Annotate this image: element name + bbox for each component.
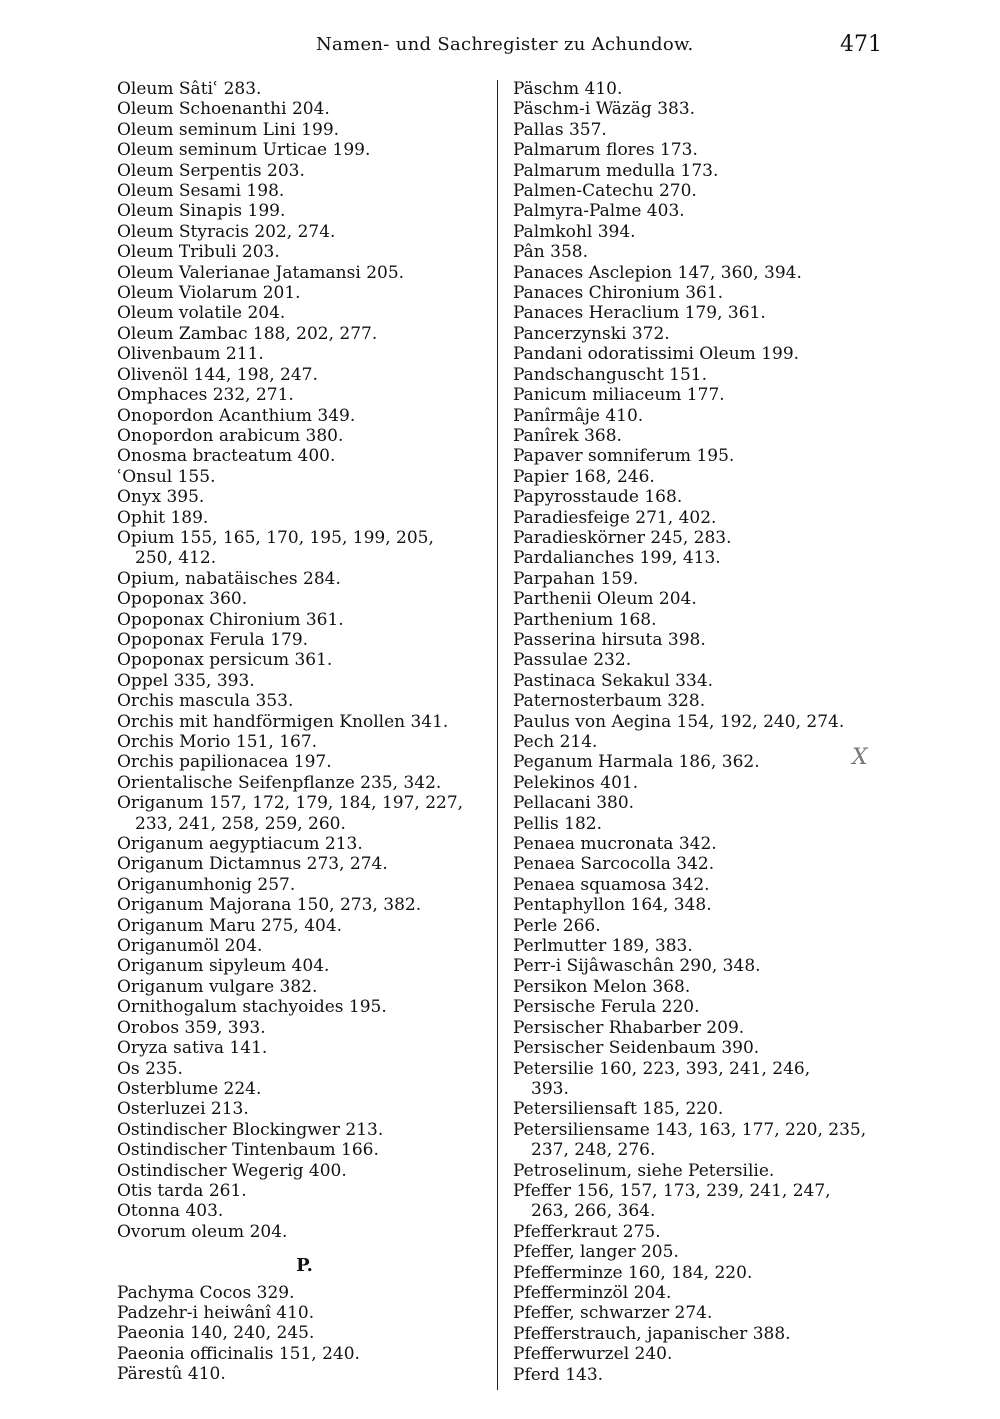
index-entry: Paulus von Aegina 154, 192, 240, 274.: [513, 711, 845, 732]
index-entry: Pfefferstrauch, japanischer 388.: [513, 1323, 791, 1344]
index-entry: Orientalische Seifenpflanze 235, 342.: [117, 772, 442, 793]
index-entry-continuation: 250, 412.: [135, 548, 217, 569]
index-entry: Palmkohl 394.: [513, 221, 636, 242]
index-entry-continuation: 233, 241, 258, 259, 260.: [135, 813, 346, 834]
index-entry: Ovorum oleum 204.: [117, 1221, 288, 1242]
index-entry: Osterblume 224.: [117, 1078, 262, 1099]
index-entry: Omphaces 232, 271.: [117, 385, 294, 406]
index-entry-continuation: 393.: [531, 1078, 569, 1099]
index-entry: Palmen-Catechu 270.: [513, 181, 697, 202]
index-entry: Oppel 335, 393.: [117, 670, 255, 691]
index-entry: Origanum Dictamnus 273, 274.: [117, 854, 388, 875]
index-entry: Origanum Majorana 150, 273, 382.: [117, 895, 422, 916]
index-entry: Opium 155, 165, 170, 195, 199, 205,: [117, 527, 434, 548]
index-column-right: [513, 79, 883, 1385]
index-entry: Otonna 403.: [117, 1201, 224, 1222]
index-entry: Panaces Asclepion 147, 360, 394.: [513, 262, 802, 283]
index-entry: Opoponax Ferula 179.: [117, 629, 309, 650]
index-entry: Panaces Chironium 361.: [513, 283, 724, 304]
index-entry: Opoponax 360.: [117, 589, 248, 610]
index-column-left: [117, 79, 492, 1385]
index-entry: Orchis Morio 151, 167.: [117, 732, 318, 752]
index-entry-continuation: 263, 266, 364.: [531, 1201, 656, 1222]
index-entry: Palmarum flores 173.: [513, 140, 698, 161]
index-entry: Päschm 410.: [513, 79, 623, 99]
index-entry: Opium, nabatäisches 284.: [117, 568, 341, 589]
index-entry: Pallas 357.: [513, 119, 607, 140]
index-entry: Ornithogalum stachyoides 195.: [117, 997, 387, 1018]
index-entry: Pfeffer, schwarzer 274.: [513, 1303, 713, 1324]
index-entry: Ostindischer Tintenbaum 166.: [117, 1140, 379, 1161]
index-entry: Pandani odoratissimi Oleum 199.: [513, 344, 800, 365]
index-entry: Palmyra-Palme 403.: [513, 201, 685, 222]
index-entry: Oleum seminum Urticae 199.: [117, 140, 371, 161]
index-entry: Pancerzynski 372.: [513, 323, 670, 344]
index-entry: Oleum Styracis 202, 274.: [117, 221, 336, 242]
index-entry: Olivenbaum 211.: [117, 344, 264, 365]
index-entry: Papaver somniferum 195.: [513, 446, 735, 467]
index-entry: Passerina hirsuta 398.: [513, 629, 706, 650]
page-number: 471: [840, 32, 882, 57]
index-entry: Perle 266.: [513, 915, 601, 936]
index-entry: Onyx 395.: [117, 487, 205, 508]
index-entry: Orchis mit handförmigen Knollen 341.: [117, 711, 449, 732]
index-entry: Persikon Melon 368.: [513, 976, 691, 997]
index-entry: Paternosterbaum 328.: [513, 691, 706, 712]
index-entry: Panîrmâje 410.: [513, 405, 644, 426]
margin-pencil-mark: X: [852, 745, 868, 770]
index-entry: Parthenium 168.: [513, 609, 657, 630]
index-entry: Olivenöl 144, 198, 247.: [117, 364, 318, 385]
index-entry: Oleum Valerianae Jatamansi 205.: [117, 262, 405, 283]
index-entry: Penaea Sarcocolla 342.: [513, 854, 715, 875]
index-entry: Pfefferwurzel 240.: [513, 1344, 673, 1365]
index-entry: Paradiesfeige 271, 402.: [513, 507, 717, 528]
index-entry: Penaea mucronata 342.: [513, 834, 717, 855]
index-entry: Pärestû 410.: [117, 1364, 226, 1385]
index-entry: Pfeffer, langer 205.: [513, 1242, 679, 1263]
index-entry: Onosma bracteatum 400.: [117, 446, 336, 467]
index-entry: Papier 168, 246.: [513, 466, 655, 487]
index-entry: Ostindischer Blockingwer 213.: [117, 1119, 384, 1140]
index-entry: Os 235.: [117, 1058, 183, 1079]
index-entry: Origanumöl 204.: [117, 936, 263, 957]
index-entry: Origanum vulgare 382.: [117, 976, 318, 997]
index-entry: Päschm-i Wäzäg 383.: [513, 99, 696, 120]
index-entry: Oleum Tribuli 203.: [117, 242, 280, 263]
index-entry: Perlmutter 189, 383.: [513, 936, 693, 957]
index-entry: Pfefferkraut 275.: [513, 1221, 661, 1242]
index-entry: Pellis 182.: [513, 813, 603, 834]
index-entry: Oleum seminum Lini 199.: [117, 119, 340, 140]
section-letter-p: P.: [296, 1255, 313, 1277]
index-entry: Petersilie 160, 223, 393, 241, 246,: [513, 1058, 811, 1079]
index-entry: Pfefferminze 160, 184, 220.: [513, 1262, 753, 1283]
index-entry: Paeonia 140, 240, 245.: [117, 1323, 315, 1344]
index-entry: Oleum Schoenanthi 204.: [117, 99, 330, 120]
index-entry: Orchis mascula 353.: [117, 691, 294, 712]
index-entry: Persischer Seidenbaum 390.: [513, 1038, 760, 1059]
index-entry: Oleum Serpentis 203.: [117, 160, 305, 181]
index-entry-continuation: 237, 248, 276.: [531, 1140, 656, 1161]
running-head: Namen- und Sachregister zu Achundow.: [316, 34, 694, 55]
index-entry: Parthenii Oleum 204.: [513, 589, 697, 610]
index-entry: Petersiliensame 143, 163, 177, 220, 235,: [513, 1119, 867, 1140]
index-entry: Persische Ferula 220.: [513, 997, 700, 1018]
index-entry: Petersiliensaft 185, 220.: [513, 1099, 724, 1120]
index-entry: Pân 358.: [513, 242, 589, 263]
index-entry: Paradieskörner 245, 283.: [513, 527, 732, 548]
index-entry: Paeonia officinalis 151, 240.: [117, 1343, 360, 1364]
index-entry: Oleum Sâtiʿ 283.: [117, 79, 262, 99]
index-entry: Panaces Heraclium 179, 361.: [513, 303, 766, 324]
index-entry: Petroselinum, siehe Petersilie.: [513, 1160, 775, 1181]
index-entry: Orobos 359, 393.: [117, 1017, 266, 1038]
index-entry: Pentaphyllon 164, 348.: [513, 895, 712, 916]
index-entry: Origanum sipyleum 404.: [117, 956, 330, 977]
index-entry: Oleum Sesami 198.: [117, 181, 285, 202]
index-entry: Pastinaca Sekakul 334.: [513, 670, 714, 691]
index-entry: Pech 214.: [513, 732, 598, 752]
index-entry: Origanum 157, 172, 179, 184, 197, 227,: [117, 793, 464, 814]
index-entry: Opoponax Chironium 361.: [117, 609, 344, 630]
index-entry: Pferd 143.: [513, 1364, 604, 1385]
index-entry: Pandschanguscht 151.: [513, 364, 708, 385]
index-entry: Oleum Zambac 188, 202, 277.: [117, 323, 378, 344]
index-entry: Ostindischer Wegerig 400.: [117, 1160, 347, 1181]
index-entry: Pellacani 380.: [513, 793, 635, 814]
index-entry: Origanum aegyptiacum 213.: [117, 834, 363, 855]
index-entry: Onopordon Acanthium 349.: [117, 405, 356, 426]
index-entry: Passulae 232.: [513, 650, 632, 671]
index-entry: Oleum Violarum 201.: [117, 283, 301, 304]
index-entry: Oleum Sinapis 199.: [117, 201, 286, 222]
page-header: [0, 34, 1000, 58]
index-entry: Onopordon arabicum 380.: [117, 425, 344, 446]
index-entry: Pelekinos 401.: [513, 772, 639, 793]
index-entry: Opoponax persicum 361.: [117, 650, 333, 671]
index-entry: Penaea squamosa 342.: [513, 874, 710, 895]
index-entry: Pfeffer 156, 157, 173, 239, 241, 247,: [513, 1180, 831, 1201]
index-entry: Orchis papilionacea 197.: [117, 752, 332, 773]
index-entry: Oryza sativa 141.: [117, 1038, 268, 1059]
index-entry: Panîrek 368.: [513, 425, 622, 446]
index-entry: Panicum miliaceum 177.: [513, 385, 725, 406]
index-entry: ʿOnsul 155.: [117, 466, 216, 487]
index-entry: Peganum Harmala 186, 362.: [513, 752, 760, 773]
index-entry: Ophit 189.: [117, 507, 209, 528]
index-entry: Palmarum medulla 173.: [513, 160, 719, 181]
index-entry: Otis tarda 261.: [117, 1180, 247, 1201]
index-entry: Parpahan 159.: [513, 568, 639, 589]
index-entry: Origanum Maru 275, 404.: [117, 915, 343, 936]
index-entry: Oleum volatile 204.: [117, 303, 286, 324]
index-entry: Papyrosstaude 168.: [513, 487, 683, 508]
index-entry: Perr-i Sijâwaschân 290, 348.: [513, 956, 761, 977]
index-entry: Padzehr-i heiwânî 410.: [117, 1302, 315, 1323]
index-entry: Osterluzei 213.: [117, 1099, 249, 1120]
index-entry: Persischer Rhabarber 209.: [513, 1017, 745, 1038]
index-entry: Origanumhonig 257.: [117, 874, 296, 895]
column-divider: [497, 80, 498, 1390]
index-entry: Pfefferminzöl 204.: [513, 1282, 672, 1303]
index-entry: Pardalianches 199, 413.: [513, 548, 721, 569]
index-entry: Pachyma Cocos 329.: [117, 1282, 295, 1303]
